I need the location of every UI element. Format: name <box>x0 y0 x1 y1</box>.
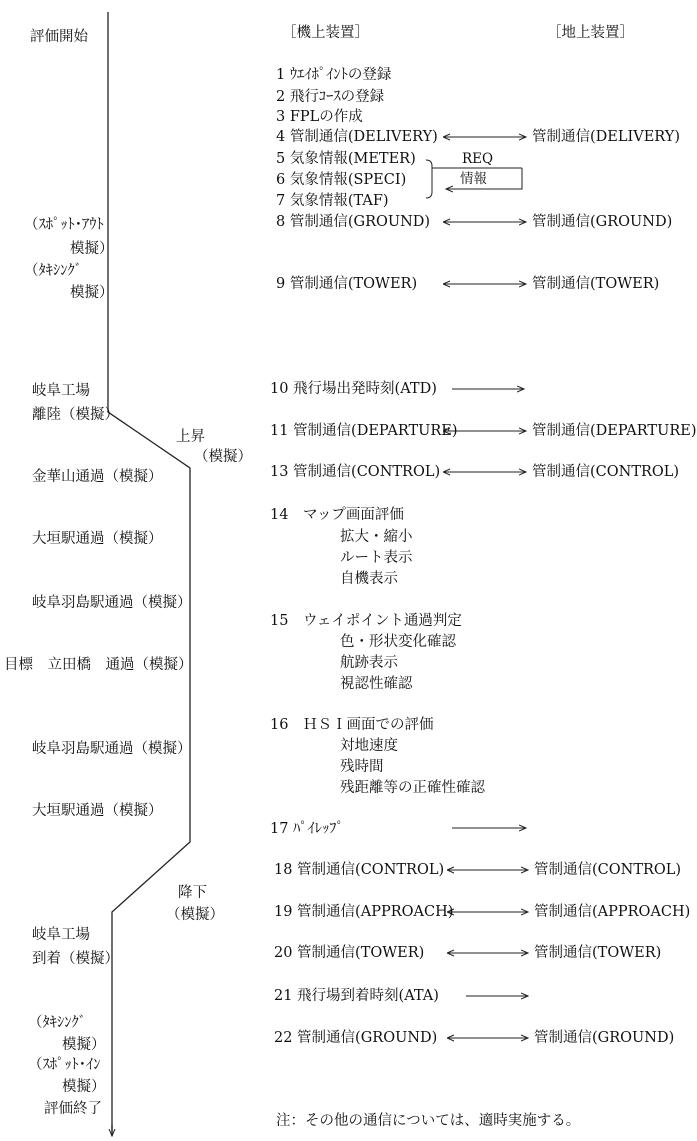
ground-item: 管制通信(GROUND) <box>534 1030 675 1046</box>
timeline-label: 模擬） <box>62 1079 106 1095</box>
timeline-label: 評価終了 <box>44 1101 102 1117</box>
weather-info-label: 情報 <box>460 171 487 187</box>
timeline-label: 大垣駅通過（模擬） <box>32 803 163 819</box>
timeline-label: 模擬） <box>70 285 114 301</box>
timeline-label: （ﾀｷｼﾝｸﾞ <box>28 1015 86 1031</box>
timeline-label: 降下 <box>178 885 207 901</box>
timeline-label: 大垣駅通過（模擬） <box>32 531 163 547</box>
footnote: 注：その他の通信については、適時実施する。 <box>276 1113 581 1129</box>
timeline-label: 上昇 <box>176 429 205 445</box>
onboard-item: 17 ﾊﾟｲﾚｯﾌﾟ <box>270 821 344 837</box>
timeline-label: 金華山通過（模擬） <box>32 469 163 485</box>
onboard-item: 21 飛行場到着時刻(ATA) <box>274 988 439 1004</box>
timeline-label: 模擬） <box>70 241 114 257</box>
onboard-item: 22 管制通信(GROUND) <box>274 1030 438 1046</box>
onboard-subitem: 残時間 <box>340 759 384 775</box>
onboard-subitem: 自機表示 <box>340 571 398 587</box>
timeline-label: 岐阜工場 <box>32 927 90 943</box>
onboard-subitem: 視認性確認 <box>340 676 413 692</box>
timeline-label: （ﾀｷｼﾝｸﾞ <box>24 263 82 279</box>
onboard-item: 11 管制通信(DEPARTURE) <box>270 423 458 439</box>
onboard-item: 3 FPLの作成 <box>276 109 363 125</box>
timeline-label: 目標 立田橋 通過（模擬） <box>4 657 193 673</box>
timeline-label: 評価開始 <box>30 29 88 45</box>
timeline-label: 離陸（模擬） <box>32 407 119 423</box>
onboard-item: 5 気象情報(METER) <box>276 151 416 167</box>
onboard-item: 4 管制通信(DELIVERY) <box>276 129 438 145</box>
onboard-item: 9 管制通信(TOWER) <box>276 276 418 292</box>
onboard-subitem: 航跡表示 <box>340 655 398 671</box>
timeline-label: （ｽﾎﾟｯﾄ･ｲﾝ <box>28 1057 101 1073</box>
oneway-arrows <box>452 389 528 996</box>
onboard-item: 10 飛行場出発時刻(ATD) <box>270 381 437 397</box>
timeline-label: （模擬） <box>166 907 224 923</box>
onboard-subitem: ルート表示 <box>340 550 413 566</box>
weather-req-label: REQ <box>462 151 494 167</box>
timeline-label: 模擬） <box>62 1037 106 1053</box>
ground-item: 管制通信(CONTROL) <box>532 464 680 480</box>
onboard-item: 1 ｳｴｲﾎﾟｲﾝﾄの登録 <box>276 67 392 83</box>
onboard-subitem: 残距離等の正確性確認 <box>340 780 485 796</box>
ground-item: 管制通信(TOWER) <box>534 945 662 961</box>
onboard-subitem: 色・形状変化確認 <box>340 634 456 650</box>
timeline-label: （模擬） <box>194 449 252 465</box>
timeline-label: 岐阜工場 <box>32 383 90 399</box>
onboard-item: 19 管制通信(APPROACH) <box>274 904 454 920</box>
ground-item: 管制通信(APPROACH) <box>534 904 691 920</box>
flight-profile-line <box>108 12 190 1132</box>
timeline-label: （ｽﾎﾟｯﾄ･ｱｳﾄ <box>24 217 104 233</box>
comm-arrows <box>444 137 528 1038</box>
onboard-item: 15 ウェイポイント通過判定 <box>270 613 462 629</box>
ground-item: 管制通信(CONTROL) <box>534 862 682 878</box>
ground-item: 管制通信(DELIVERY) <box>532 129 680 145</box>
ground-item: 管制通信(TOWER) <box>532 276 660 292</box>
onboard-item: 16 ＨＳＩ画面での評価 <box>270 717 434 733</box>
ground-header: ［地上装置］ <box>547 25 634 41</box>
onboard-item: 14 マップ画面評価 <box>270 507 404 523</box>
timeline-label: 岐阜羽島駅通過（模擬） <box>32 595 192 611</box>
ground-item: 管制通信(GROUND) <box>532 214 673 230</box>
onboard-item: 6 気象情報(SPECI) <box>276 172 407 188</box>
ground-item: 管制通信(DEPARTURE) <box>532 423 697 439</box>
onboard-item: 2 飛行ｺｰｽの登録 <box>276 89 385 105</box>
onboard-item: 8 管制通信(GROUND) <box>276 214 431 230</box>
timeline-label: 到着（模擬） <box>32 951 119 967</box>
onboard-item: 13 管制通信(CONTROL) <box>270 464 441 480</box>
onboard-item: 18 管制通信(CONTROL) <box>274 862 445 878</box>
onboard-subitem: 対地速度 <box>340 738 398 754</box>
onboard-item: 7 気象情報(TAF) <box>276 193 389 209</box>
onboard-subitem: 拡大・縮小 <box>340 529 413 545</box>
timeline-label: 岐阜羽島駅通過（模擬） <box>32 741 192 757</box>
onboard-item: 20 管制通信(TOWER) <box>274 945 425 961</box>
onboard-header: ［機上装置］ <box>282 25 369 41</box>
